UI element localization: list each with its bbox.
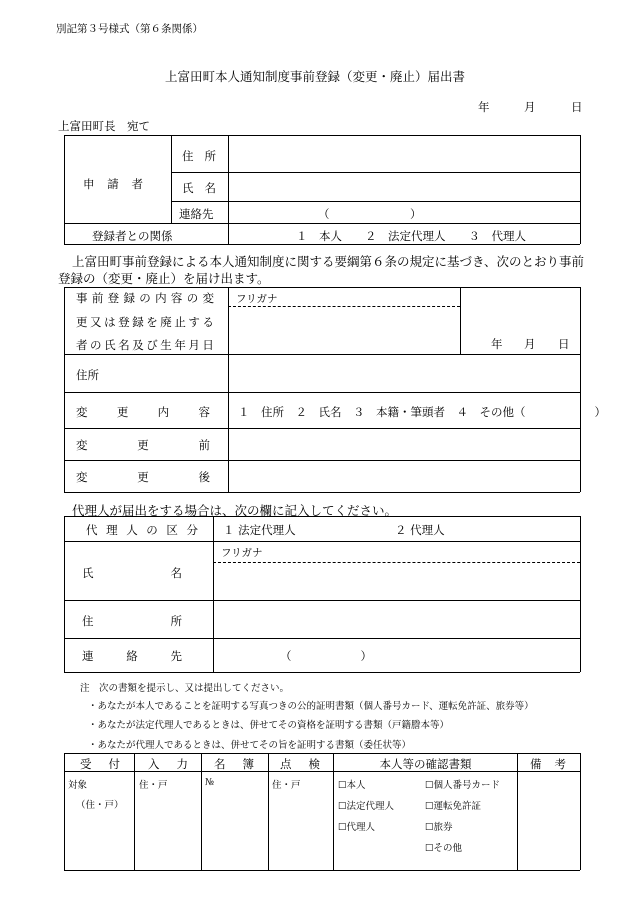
date-year: 年 — [478, 100, 490, 114]
date-month: 月 — [524, 100, 536, 114]
reception-target-type: （住・戸） — [76, 800, 124, 811]
relation-options: １ 本人 ２ 法定代理人 ３ 代理人 — [296, 229, 526, 243]
dob-day: 日 — [558, 337, 570, 351]
header-input: 入 力 — [148, 757, 188, 771]
agent-address-field[interactable] — [214, 601, 579, 637]
name-field[interactable] — [229, 173, 579, 200]
reception-target: 対象 — [68, 780, 88, 791]
header-remarks: 備 考 — [530, 757, 566, 771]
agent-type-label: 代 理 人 の 区 分 — [86, 523, 198, 537]
registrant-label-3: 者 の 氏 名 及 び 生 年 月 日 — [76, 338, 214, 352]
contact-paren: （ ） — [318, 207, 422, 221]
registrant-name-field[interactable] — [229, 308, 459, 353]
header-roster: 名 簿 — [214, 757, 254, 771]
change-label: 変 更 内 容 — [76, 405, 210, 419]
before-label: 変 更 前 — [76, 438, 210, 452]
agent-name-label: 氏 名 — [82, 566, 182, 580]
checkbox-agent[interactable]: ☐代理人 — [338, 822, 376, 833]
relation-label: 登録者との関係 — [92, 229, 173, 243]
checkbox-self[interactable]: ☐本人 — [338, 780, 366, 791]
dob-month: 月 — [524, 337, 536, 351]
name-label: 氏 名 — [182, 181, 216, 195]
roster-value: № — [205, 777, 214, 788]
agent-note: 代理人が届出をする場合は、次の欄に記入してください。 — [72, 503, 398, 518]
agent-furigana-label: フリガナ — [221, 547, 263, 559]
header-check: 点 検 — [280, 757, 320, 771]
agent-address-label: 住 所 — [82, 614, 182, 628]
checkbox-passport[interactable]: ☐旅券 — [425, 822, 453, 833]
form-id: 別記第３号様式（第６条関係） — [56, 23, 203, 35]
header-reception: 受 付 — [80, 757, 120, 771]
address-label: 住 所 — [182, 149, 216, 163]
checkbox-drivers-license[interactable]: ☐運転免許証 — [425, 801, 482, 812]
checkbox-legal-agent[interactable]: ☐法定代理人 — [338, 801, 395, 812]
change-options: １ 住所 ２ 氏名 ３ 本籍・筆頭者 ４ その他（ ） — [238, 405, 606, 419]
note-item: ・あなたが本人であることを証明する写真つきの公的証明書類（個人番号カード、運転免許証、旅券等） — [88, 701, 534, 712]
dob-year: 年 — [491, 337, 503, 351]
input-value: 住・戸 — [139, 780, 168, 791]
check-value: 住・戸 — [272, 780, 301, 791]
intro-text: 上富田町事前登録による本人通知制度に関する要綱第６条の規定に基づき、次のとおり事前登録の（変更・廃止）を届け出ます。 — [58, 254, 585, 286]
note-item: ・あなたが代理人であるときは、併せてその旨を証明する書類（委任状等） — [88, 740, 412, 751]
agent-type-option-1: １ 法定代理人 — [223, 523, 296, 537]
date-day: 日 — [571, 100, 583, 114]
applicant-label: 申 請 者 — [83, 177, 143, 191]
registrant-label-2: 更 又 は 登 録 を 廃 止 す る — [76, 315, 214, 329]
agent-type-option-2: ２ 代理人 — [395, 523, 445, 537]
agent-name-field[interactable] — [214, 564, 579, 599]
address-field[interactable] — [229, 136, 579, 171]
agent-contact-label: 連 絡 先 — [82, 649, 182, 663]
note-item: ・あなたが法定代理人であるときは、併せてその資格を証明する書類（戸籍謄本等） — [88, 720, 450, 731]
after-label: 変 更 後 — [76, 470, 210, 484]
header-confirm-docs: 本人等の確認書類 — [379, 757, 472, 771]
checkbox-mynumber-card[interactable]: ☐個人番号カード — [425, 780, 501, 791]
notes-intro: 注 次の書類を提示し、又は提出してください。 — [80, 683, 290, 694]
contact-label: 連絡先 — [179, 207, 214, 221]
addressee: 上富田町長 宛て — [58, 119, 150, 133]
registrant-furigana-label: フリガナ — [236, 293, 278, 305]
form-title: 上富田町本人通知制度事前登録（変更・廃止）届出書 — [164, 69, 465, 84]
registrant-address-label: 住所 — [76, 368, 99, 382]
agent-contact-paren: （ ） — [280, 649, 372, 663]
registrant-label-1: 事 前 登 録 の 内 容 の 変 — [76, 291, 214, 305]
checkbox-other[interactable]: ☐その他 — [425, 843, 463, 854]
